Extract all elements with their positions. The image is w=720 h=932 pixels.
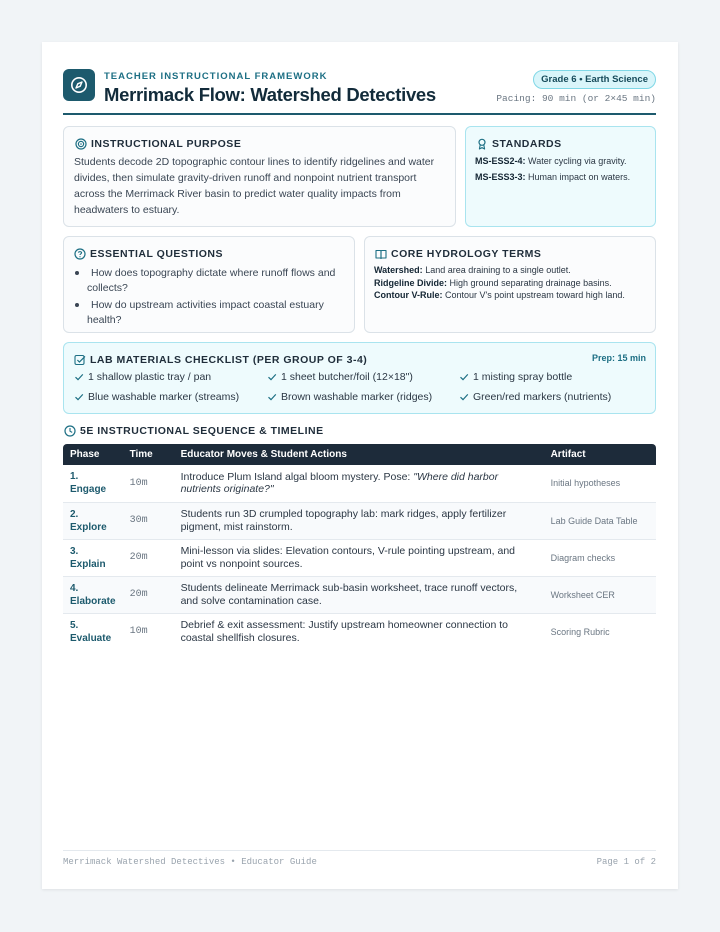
framework-eyebrow: TEACHER INSTRUCTIONAL FRAMEWORK (104, 71, 328, 82)
moves-cell: Students run 3D crumpled topography lab: mark ridges, apply fertilizer pigment, mist rainstorm. (174, 502, 544, 539)
award-icon (475, 137, 488, 150)
document-page (42, 42, 678, 889)
phase-name: Elaborate (70, 595, 116, 607)
table-row (63, 465, 656, 502)
material-text: 1 sheet butcher/foil (12×18") (281, 371, 413, 383)
materials-heading (73, 353, 646, 366)
phase-name: Engage (70, 484, 107, 496)
page-content (63, 69, 656, 644)
phase-number: 3. (70, 545, 79, 557)
artifact-cell: Scoring Rubric (550, 626, 610, 637)
prep-time: Prep: 15 min (591, 353, 646, 363)
phase-name: Explore (70, 521, 107, 533)
term-def: Contour V's point upstream toward high land. (445, 290, 625, 300)
moves-cell: Students delineate Merrimack sub-basin worksheet, trace runoff vectors, and solve contamination case. (174, 576, 544, 613)
phase-number: 2. (70, 508, 79, 520)
column-header: Phase (63, 444, 123, 465)
standard-code: MS-ESS2-4: (475, 156, 526, 166)
checkbox-icon (73, 353, 86, 366)
purpose-heading (74, 137, 445, 150)
phase-number: 4. (70, 582, 79, 594)
standard-item (475, 170, 646, 186)
question-item (73, 298, 345, 327)
terms-card (364, 236, 656, 333)
time-cell: 10m (129, 626, 148, 638)
artifact-cell: Diagram checks (544, 539, 656, 576)
term-name: Watershed: (374, 265, 423, 275)
column-header: Artifact (544, 444, 656, 465)
material-text: Green/red markers (nutrients) (473, 391, 612, 403)
page-footer (63, 850, 656, 867)
phase-number: 1. (70, 471, 79, 483)
standards-card (465, 126, 656, 227)
phase-name: Evaluate (70, 632, 112, 644)
question-text: How does topography dictate where runoff flows and collects? (87, 267, 336, 294)
question-item (73, 266, 345, 295)
materials-card (63, 342, 656, 414)
check-icon (74, 392, 84, 402)
target-icon (74, 137, 87, 150)
moves-quote: "Where did harbor nutrients originate?" (180, 470, 499, 496)
footer-title: Merrimack Watershed Detectives • Educator Guide (63, 857, 317, 867)
moves-cell: Mini-lesson via slides: Elevation contours, V-rule pointing upstream, and point vs nonpoint sources. (174, 539, 544, 576)
questions-card (63, 236, 355, 333)
time-cell: 20m (123, 539, 174, 576)
purpose-text: Students decode 2D topographic contour lines to identify ridgelines and water divides, then simulate gravity-driven runoff and nonpoint nutrient transport across the Merrimack River basin to predict water quality impacts from headwaters to estuary. (74, 156, 435, 216)
material-item (459, 391, 611, 403)
phase-cell (63, 613, 123, 650)
time-cell: 30m (123, 502, 174, 539)
moves-cell: Debrief & exit assessment: Justify upstream homeowner connection to coastal shellfish closures. (180, 619, 508, 644)
page-header (63, 69, 656, 115)
standard-desc: Human impact on waters. (528, 171, 631, 182)
phase-cell (63, 539, 123, 576)
book-icon (374, 247, 387, 260)
standards-heading (475, 137, 646, 150)
terms-heading-text: CORE HYDROLOGY TERMS (391, 247, 542, 260)
compass-icon (63, 69, 95, 101)
material-item (74, 371, 211, 383)
term-item (374, 264, 646, 277)
table-row (63, 539, 656, 576)
material-item (74, 391, 239, 403)
term-item (374, 277, 646, 290)
material-item (267, 371, 413, 383)
check-icon (267, 372, 277, 382)
sequence-table (63, 444, 656, 650)
terms-list (374, 264, 646, 302)
column-header: Educator Moves & Student Actions (174, 444, 544, 465)
table-row (63, 613, 656, 650)
question-text: How do upstream activities impact coastal estuary health? (87, 299, 324, 326)
page-title: Merrimack Flow: Watershed Detectives (104, 84, 436, 105)
phase-cell (63, 502, 123, 539)
page-number: Page 1 of 2 (596, 857, 656, 867)
standard-desc: Water cycling via gravity. (528, 156, 627, 166)
term-name: Contour V-Rule: (374, 290, 443, 300)
phase-cell (63, 576, 123, 613)
time-cell: 20m (123, 576, 174, 613)
questions-list (73, 266, 345, 327)
material-text: 1 misting spray bottle (473, 371, 573, 383)
pacing-label: Pacing: 90 min (or 2×45 min) (496, 93, 656, 104)
clock-icon (63, 424, 76, 437)
column-header: Time (123, 444, 174, 465)
material-item (459, 371, 572, 383)
standard-code: MS-ESS3-3: (475, 171, 526, 182)
term-def: Land area draining to a single outlet. (425, 265, 571, 275)
material-text: Blue washable marker (streams) (88, 391, 240, 403)
grade-badge: Grade 6 • Earth Science (533, 70, 656, 89)
terms-heading (374, 247, 646, 260)
material-text: 1 shallow plastic tray / pan (88, 371, 212, 383)
term-name: Ridgeline Divide: (374, 277, 448, 288)
standard-item (475, 154, 646, 170)
time-cell: 10m (123, 465, 174, 502)
material-item (267, 391, 432, 403)
check-icon (459, 392, 469, 402)
table-row (63, 502, 656, 539)
standards-heading-text: STANDARDS (492, 137, 562, 150)
help-circle-icon (73, 247, 86, 260)
artifact-cell: Worksheet CER (544, 576, 656, 613)
material-text: Brown washable marker (ridges) (281, 391, 433, 403)
questions-heading (73, 247, 345, 260)
artifact-cell: Lab Guide Data Table (544, 502, 656, 539)
table-row (63, 576, 656, 613)
standards-list (475, 154, 646, 185)
check-icon (459, 372, 469, 382)
phase-name: Explain (70, 558, 106, 570)
table-header-row (63, 444, 656, 465)
moves-text: Introduce Plum Island algal bloom mystery. Pose: (180, 470, 414, 483)
term-item (374, 289, 646, 302)
sequence-heading (63, 424, 324, 437)
check-icon (74, 372, 84, 382)
check-icon (267, 392, 277, 402)
term-def: High ground separating drainage basins. (449, 277, 612, 288)
questions-heading-text: ESSENTIAL QUESTIONS (90, 247, 223, 260)
sequence-heading-text: 5E INSTRUCTIONAL SEQUENCE & TIMELINE (80, 424, 324, 437)
moves-cell (174, 465, 544, 502)
phase-number: 5. (70, 619, 79, 631)
materials-heading-text: LAB MATERIALS CHECKLIST (PER GROUP OF 3-4) (90, 353, 368, 366)
purpose-card (63, 126, 456, 227)
purpose-heading-text: INSTRUCTIONAL PURPOSE (91, 137, 242, 150)
phase-cell (63, 465, 123, 502)
artifact-cell: Initial hypotheses (544, 465, 656, 502)
